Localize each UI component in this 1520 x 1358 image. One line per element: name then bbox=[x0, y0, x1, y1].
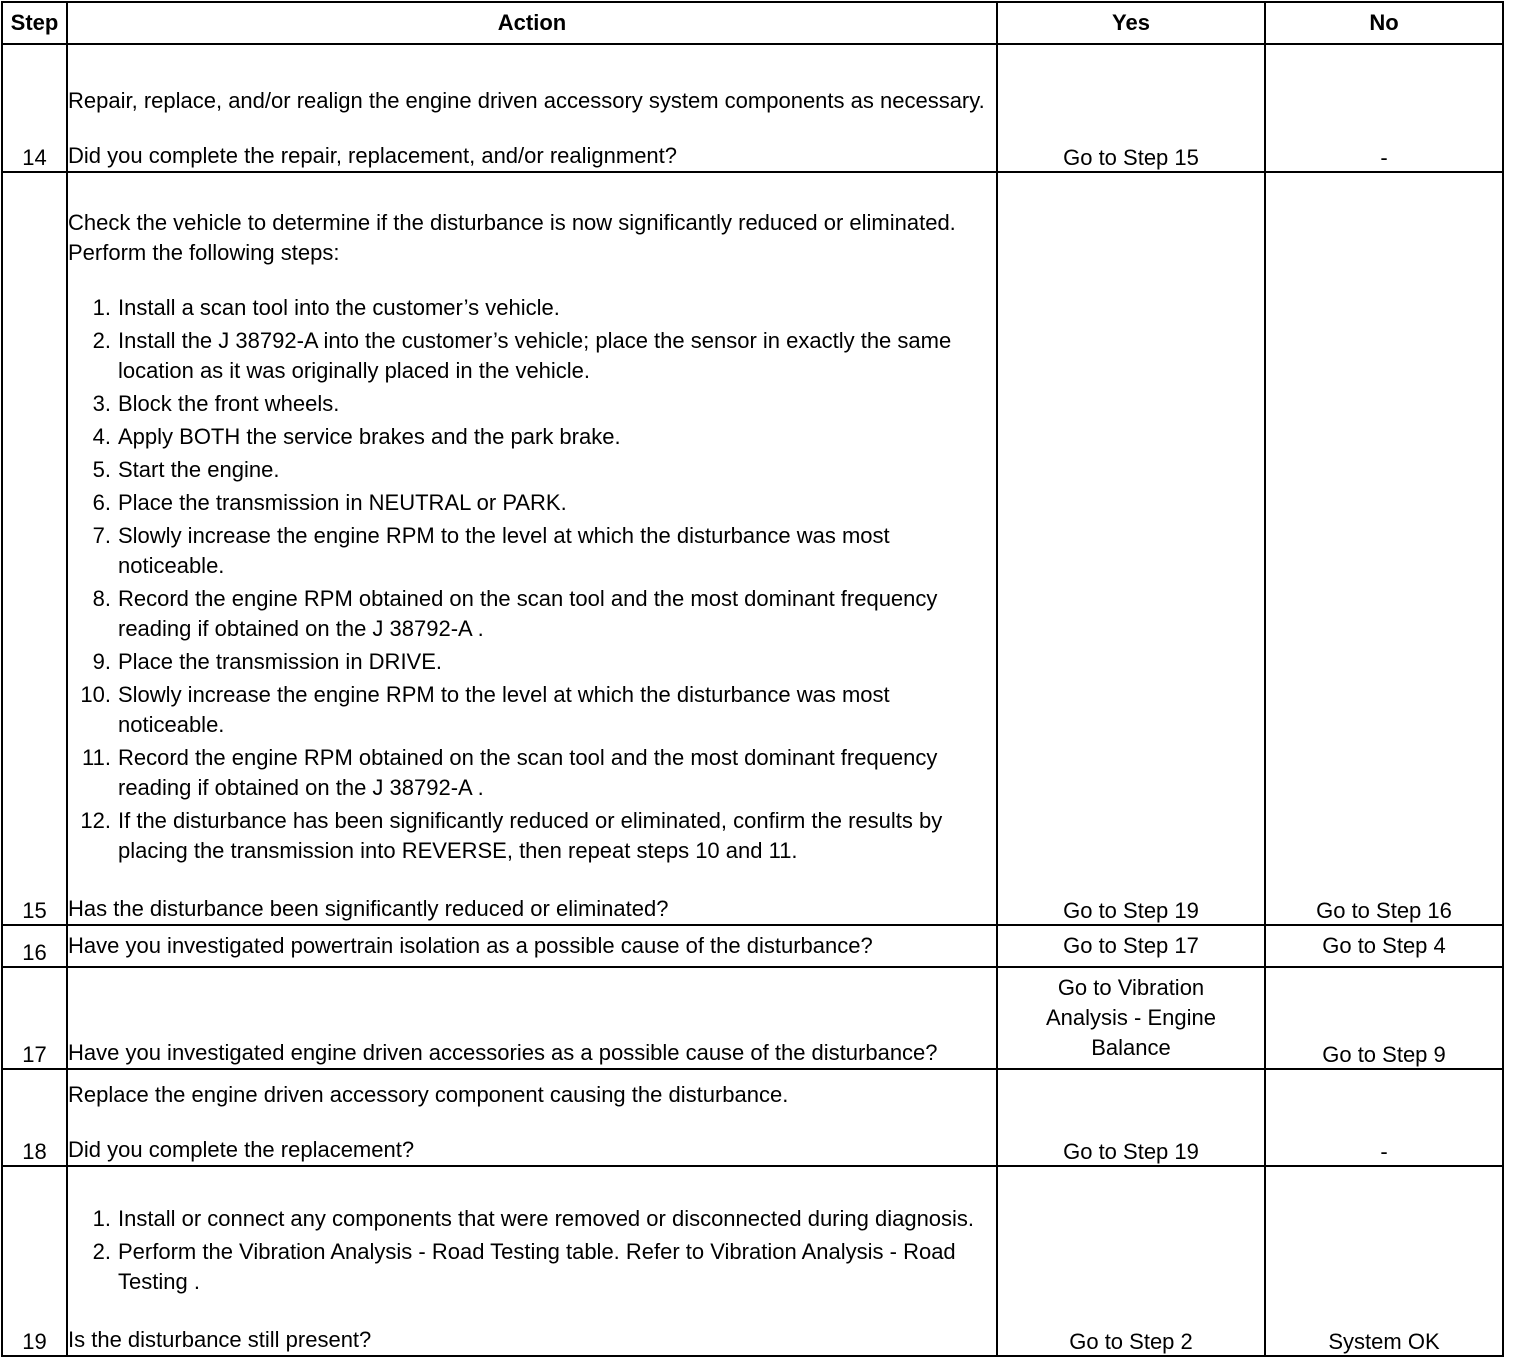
no-cell: Go to Step 9 bbox=[1265, 967, 1503, 1069]
table-row-step-16 bbox=[2, 925, 1503, 967]
yes-cell: Go to Step 2 bbox=[997, 1166, 1265, 1356]
action-text: Have you investigated powertrain isolation as a possible cause of the disturbance? bbox=[68, 933, 873, 958]
action-cell bbox=[67, 1166, 997, 1356]
action-question: Has the disturbance been significantly reduced or eliminated? bbox=[68, 896, 669, 921]
header-step: Step bbox=[2, 2, 67, 44]
list-item: 7. Slowly increase the engine RPM to the level at which the disturbance was most noticeable. bbox=[92, 523, 890, 578]
step-number: 17 bbox=[2, 967, 67, 1069]
table-row-step-14 bbox=[2, 44, 1503, 172]
step-number: 16 bbox=[2, 925, 67, 967]
list-item: 1. Install or connect any components that were removed or disconnected during diagnosis. bbox=[92, 1206, 975, 1231]
step-number: 19 bbox=[2, 1166, 67, 1356]
diagnostic-table bbox=[1, 1, 1504, 1357]
procedure-list bbox=[68, 1204, 996, 1297]
no-cell: Go to Step 4 bbox=[1265, 925, 1503, 967]
yes-cell: Go to Step 17 bbox=[997, 925, 1265, 967]
step-number: 15 bbox=[2, 172, 67, 925]
action-question: Is the disturbance still present? bbox=[68, 1327, 372, 1352]
yes-cell: Go to Step 19 bbox=[997, 172, 1265, 925]
list-item: 10. Slowly increase the engine RPM to the level at which the disturbance was most noticeable. bbox=[80, 682, 890, 737]
list-item: 3. Block the front wheels. bbox=[92, 391, 340, 416]
action-cell bbox=[67, 967, 997, 1069]
action-question: Did you complete the repair, replacement, and/or realignment? bbox=[68, 143, 678, 168]
list-item: 4. Apply BOTH the service brakes and the park brake. bbox=[92, 424, 621, 449]
action-text: Check the vehicle to determine if the disturbance is now significantly reduced or eliminated. Perform the following steps: bbox=[68, 210, 956, 265]
yes-cell: Go to Step 15 bbox=[997, 44, 1265, 172]
yes-cell: Go to Vibration Analysis - Engine Balance bbox=[997, 967, 1265, 1069]
table-row-step-17 bbox=[2, 967, 1503, 1069]
procedure-list bbox=[68, 293, 996, 866]
table-row-step-18 bbox=[2, 1069, 1503, 1166]
no-cell: - bbox=[1265, 1069, 1503, 1166]
action-cell bbox=[67, 44, 997, 172]
action-cell bbox=[67, 1069, 997, 1166]
header-no: No bbox=[1265, 2, 1503, 44]
action-cell bbox=[67, 925, 997, 967]
header-row bbox=[2, 2, 1503, 44]
action-text: Replace the engine driven accessory component causing the disturbance. bbox=[68, 1082, 789, 1107]
action-text: Have you investigated engine driven accessories as a possible cause of the disturbance? bbox=[68, 1040, 938, 1065]
no-cell: System OK bbox=[1265, 1166, 1503, 1356]
action-question: Did you complete the replacement? bbox=[68, 1137, 415, 1162]
list-item: 1. Install a scan tool into the customer’s vehicle. bbox=[92, 295, 560, 320]
yes-cell: Go to Step 19 bbox=[997, 1069, 1265, 1166]
header-action: Action bbox=[67, 2, 997, 44]
action-cell bbox=[67, 172, 997, 925]
list-item: 11. Record the engine RPM obtained on the scan tool and the most dominant frequency reading if obtained on the J 38792-A . bbox=[82, 745, 938, 800]
list-item: 9. Place the transmission in DRIVE. bbox=[92, 649, 443, 674]
no-cell: - bbox=[1265, 44, 1503, 172]
list-item: 2. Install the J 38792-A into the customer’s vehicle; place the sensor in exactly the same location as it was originally placed in the vehicle. bbox=[92, 328, 952, 383]
list-item: 5. Start the engine. bbox=[92, 457, 280, 482]
table-row-step-19 bbox=[2, 1166, 1503, 1356]
list-item: 6. Place the transmission in NEUTRAL or PARK. bbox=[92, 490, 567, 515]
list-item: 2. Perform the Vibration Analysis - Road Testing table. Refer to Vibration Analysis - Road Testing . bbox=[92, 1239, 956, 1294]
action-text: Repair, replace, and/or realign the engine driven accessory system components as necessary. bbox=[68, 88, 985, 113]
table-row-step-15 bbox=[2, 172, 1503, 925]
step-number: 18 bbox=[2, 1069, 67, 1166]
step-number: 14 bbox=[2, 44, 67, 172]
no-cell: Go to Step 16 bbox=[1265, 172, 1503, 925]
header-yes: Yes bbox=[997, 2, 1265, 44]
list-item: 12. If the disturbance has been significantly reduced or eliminated, confirm the results by placing the transmission into REVERSE, then repeat steps 10 and 11. bbox=[80, 808, 943, 863]
list-item: 8. Record the engine RPM obtained on the scan tool and the most dominant frequency reading if obtained on the J 38792-A . bbox=[92, 586, 938, 641]
